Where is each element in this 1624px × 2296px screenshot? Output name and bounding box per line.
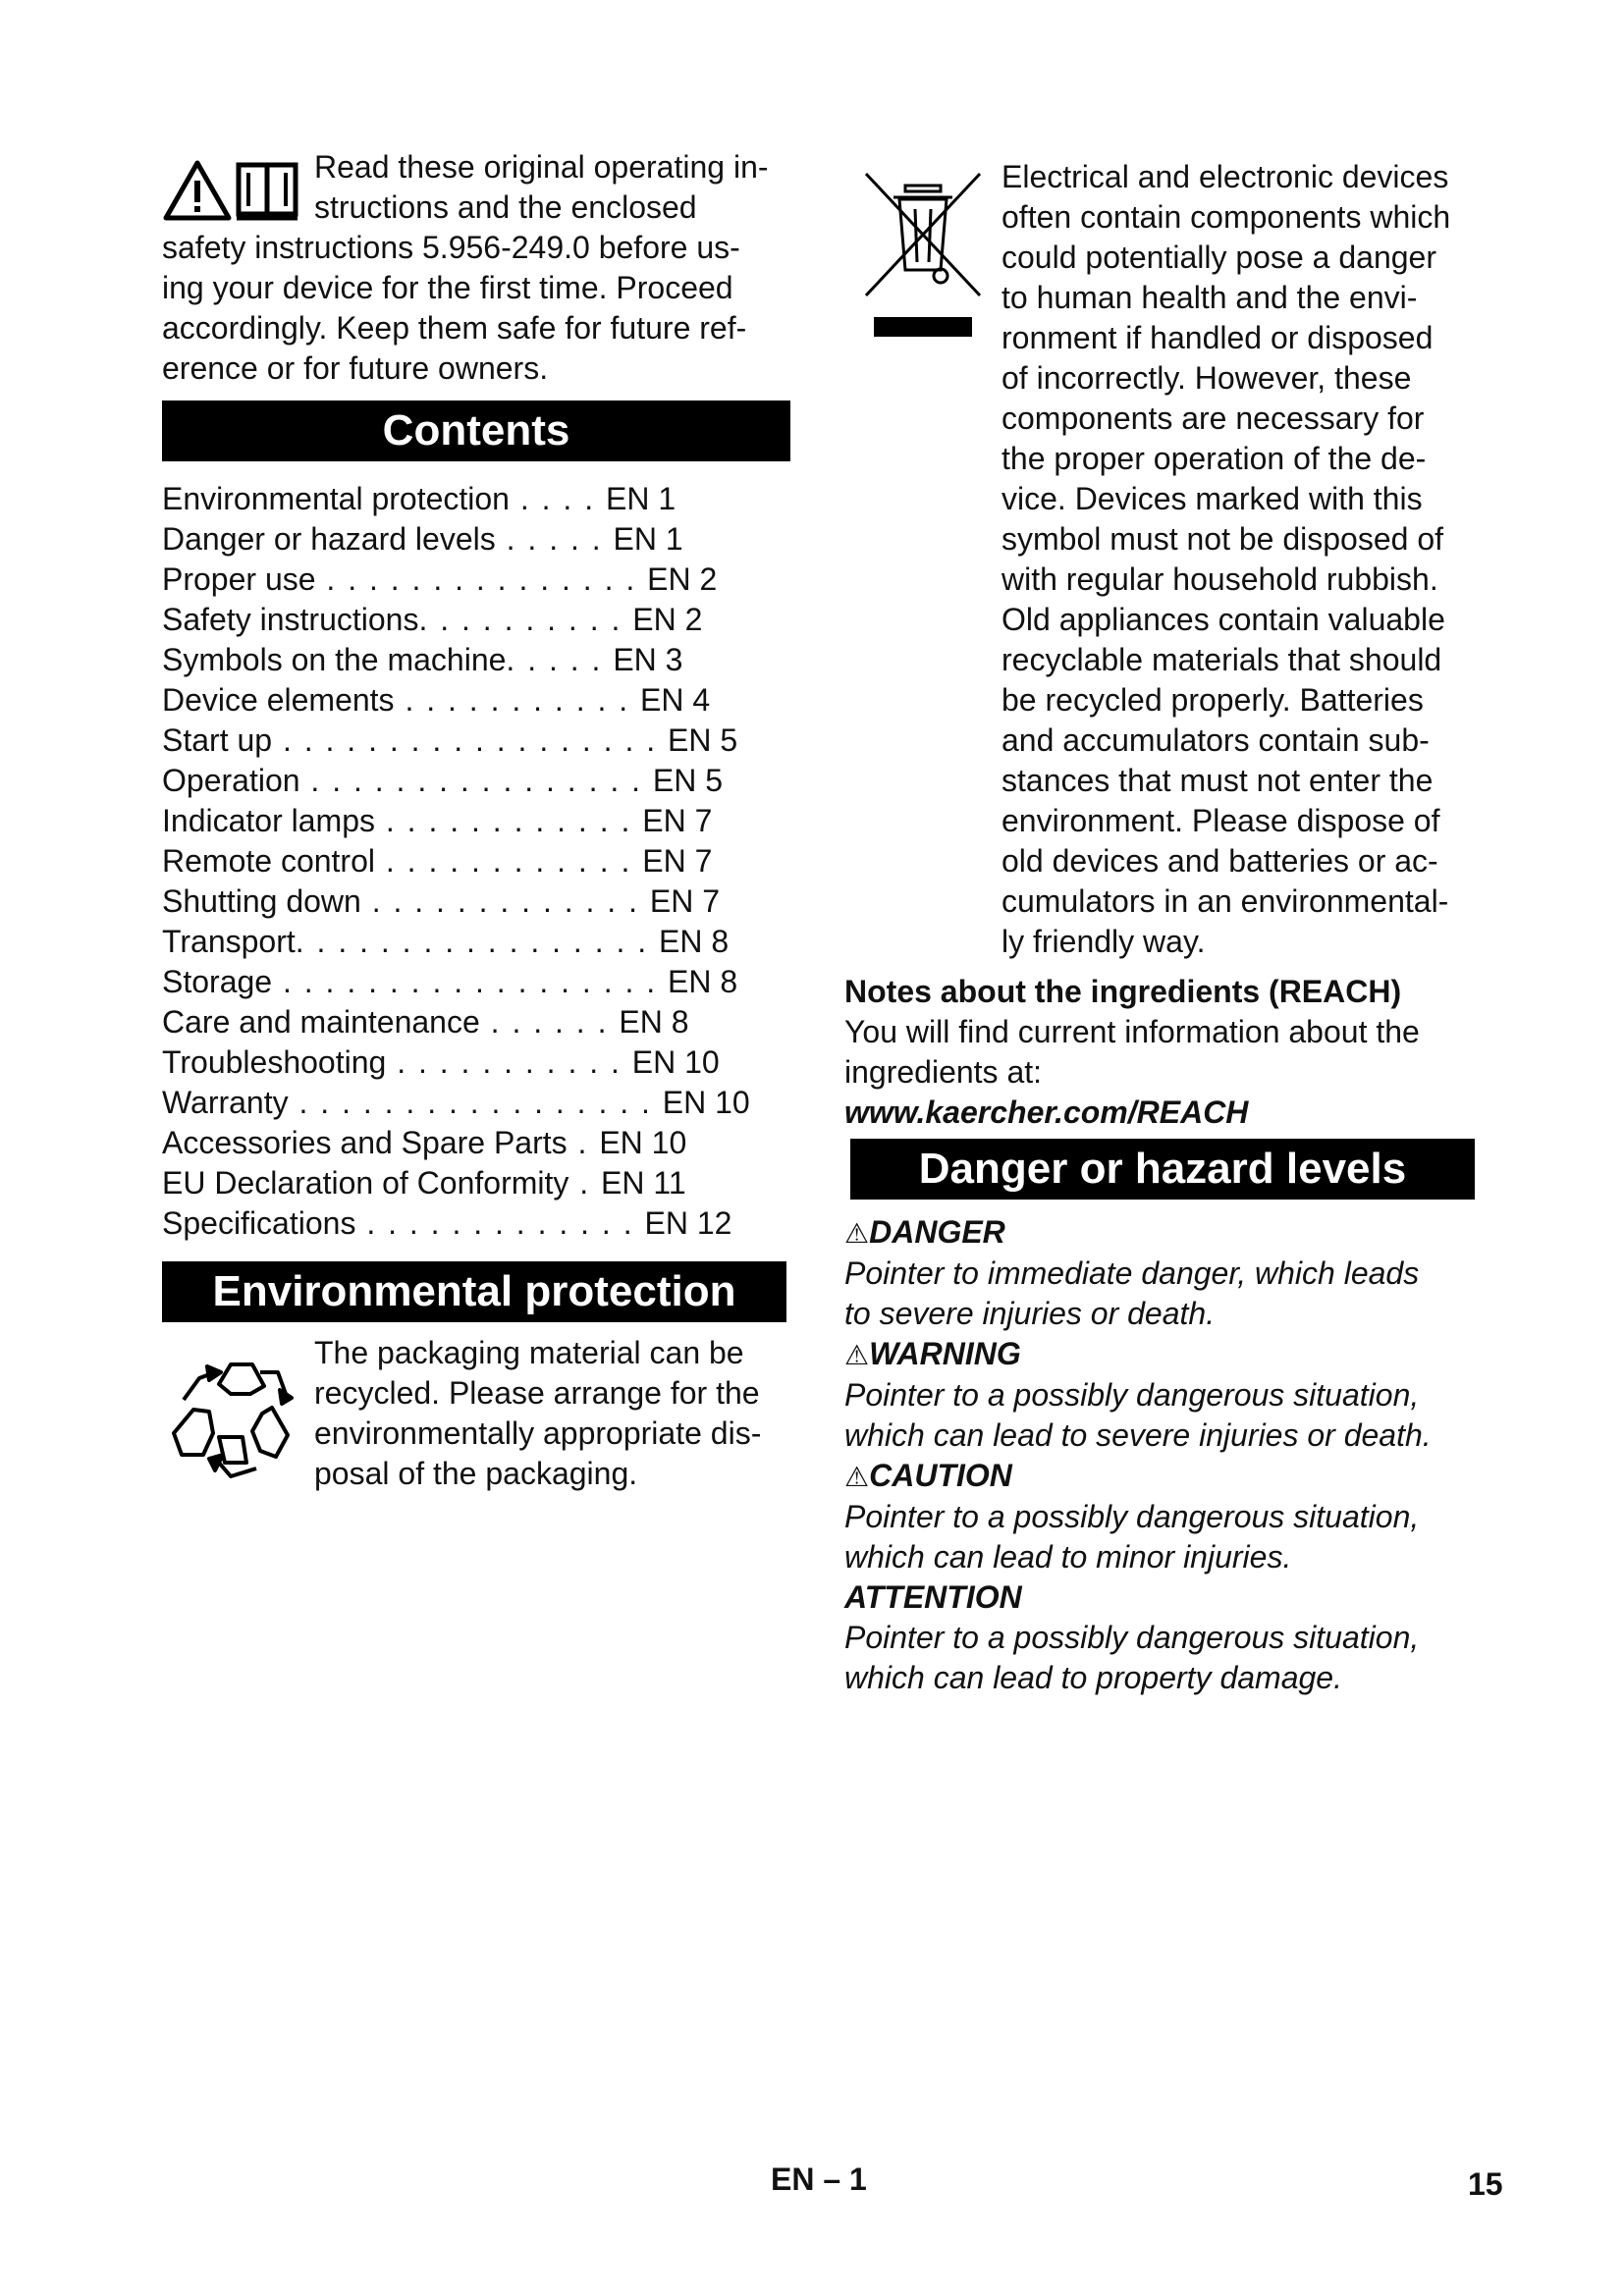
warning-triangle-icon xyxy=(166,163,229,218)
toc-leader: . . . . . . . . . . . . xyxy=(374,843,643,879)
toc-entry[interactable] xyxy=(162,922,790,962)
reach-line: ingredients at: xyxy=(844,1054,1043,1090)
reach-line: You will find current information about the xyxy=(844,1014,1420,1049)
toc-title: Shutting down xyxy=(162,883,361,919)
weee-line: ronment if handled or disposed xyxy=(1001,320,1434,355)
warning-triangle-icon: ⚠ xyxy=(844,1217,870,1250)
intro-line: Read these original operating in- xyxy=(314,149,769,185)
caution-label xyxy=(844,1456,1483,1497)
toc-page: EN 7 xyxy=(642,843,713,879)
weee-line: cumulators in an environmental- xyxy=(1001,883,1449,919)
attention-description: which can lead to property damage. xyxy=(844,1660,1342,1695)
toc-page: EN 3 xyxy=(613,642,683,677)
environmental-block xyxy=(162,1333,790,1494)
toc-title: Remote control xyxy=(162,843,375,879)
reach-heading: Notes about the ingredients (REACH) xyxy=(844,974,1402,1009)
toc-title: Warranty xyxy=(162,1085,289,1120)
weee-line: Old appliances contain valuable xyxy=(1001,602,1445,637)
environmental-line: The packaging material can be xyxy=(314,1335,744,1370)
weee-line: environment. Please dispose of xyxy=(1001,803,1440,838)
toc-page: EN 8 xyxy=(668,964,738,999)
weee-line: Electrical and electronic devices xyxy=(1001,159,1449,194)
toc-leader: . . . . . . . . . . . . . . . . . . xyxy=(272,964,669,999)
toc-leader: . . . . . xyxy=(506,642,614,677)
contents-list xyxy=(162,479,790,1244)
intro-line: structions and the enclosed xyxy=(314,189,697,225)
weee-line: the proper operation of the de- xyxy=(1001,441,1427,476)
reach-block xyxy=(844,972,1483,1133)
environmental-line: posal of the packaging. xyxy=(314,1456,638,1491)
intro-line: ing your device for the first time. Proceed xyxy=(162,270,733,305)
toc-title: Transport xyxy=(162,924,296,959)
toc-leader: . xyxy=(567,1125,600,1160)
toc-page: EN 1 xyxy=(605,481,677,516)
toc-title: Care and maintenance xyxy=(162,1004,480,1040)
toc-entry[interactable] xyxy=(162,1123,790,1163)
toc-entry[interactable] xyxy=(162,680,790,721)
manual-book-icon xyxy=(237,165,298,218)
danger-description: to severe injuries or death. xyxy=(844,1296,1216,1331)
toc-entry[interactable] xyxy=(162,600,790,640)
toc-entry[interactable] xyxy=(162,801,790,841)
environmental-line: recycled. Please arrange for the xyxy=(314,1375,760,1411)
toc-entry[interactable] xyxy=(162,841,790,881)
danger-label xyxy=(844,1212,1483,1254)
toc-entry[interactable] xyxy=(162,1002,790,1042)
weee-line: be recycled properly. Batteries xyxy=(1001,682,1424,718)
environmental-heading: Environmental protection xyxy=(162,1261,786,1322)
weee-line: of incorrectly. However, these xyxy=(1001,360,1412,396)
danger-levels-heading: Danger or hazard levels xyxy=(850,1139,1475,1200)
intro-block xyxy=(162,147,790,389)
crossed-bin-icon xyxy=(864,172,982,339)
toc-title: Accessories and Spare Parts xyxy=(162,1125,568,1160)
weee-line: and accumulators contain sub- xyxy=(1001,722,1430,758)
warning-triangle-icon: ⚠ xyxy=(844,1339,870,1371)
toc-page: EN 11 xyxy=(601,1165,686,1201)
intro-line: accordingly. Keep them safe for future ref- xyxy=(162,310,747,346)
toc-title: Device elements xyxy=(162,682,395,718)
intro-line: erence or for future owners. xyxy=(162,350,549,386)
weee-line: ly friendly way. xyxy=(1001,924,1206,959)
toc-entry[interactable] xyxy=(162,1083,790,1123)
weee-line: with regular household rubbish. xyxy=(1001,561,1438,597)
toc-entry[interactable] xyxy=(162,519,790,560)
toc-page: EN 2 xyxy=(647,561,718,597)
weee-line: could potentially pose a danger xyxy=(1001,240,1436,275)
toc-page: EN 7 xyxy=(649,883,720,919)
toc-leader: . . . . . . . . . . . . . . . . . xyxy=(288,1085,663,1120)
toc-title: Safety instructions xyxy=(162,602,419,637)
toc-leader: . . . . . . . . . . xyxy=(418,602,633,637)
toc-page: EN 8 xyxy=(659,924,730,959)
weee-line: components are necessary for xyxy=(1001,400,1425,436)
toc-entry[interactable] xyxy=(162,560,790,600)
toc-title: Symbols on the machine xyxy=(162,642,507,677)
weee-block xyxy=(844,157,1483,962)
toc-entry[interactable] xyxy=(162,640,790,680)
toc-entry[interactable] xyxy=(162,761,790,801)
toc-page: EN 10 xyxy=(631,1044,720,1080)
weee-line: old devices and batteries or ac- xyxy=(1001,843,1438,879)
toc-page: EN 4 xyxy=(640,682,711,718)
danger-label-text: DANGER xyxy=(869,1214,1005,1250)
toc-title: Operation xyxy=(162,763,300,798)
environmental-line: environmentally appropriate dis- xyxy=(314,1415,762,1451)
toc-page: EN 5 xyxy=(668,722,738,758)
toc-title: Specifications xyxy=(162,1205,356,1241)
toc-leader: . . . . . . . . . . . . . . . . xyxy=(299,763,653,798)
weee-line: often contain components which xyxy=(1001,199,1451,235)
toc-title: Storage xyxy=(162,964,273,999)
toc-leader: . . . . . . . . . . . . . . . . . . xyxy=(272,722,669,758)
toc-page: EN 8 xyxy=(619,1004,689,1040)
toc-page: EN 5 xyxy=(652,763,724,798)
attention-description: Pointer to a possibly dangerous situation, xyxy=(844,1620,1420,1655)
danger-levels-block xyxy=(844,1212,1483,1698)
toc-leader: . . . . . . . . . . . . . xyxy=(355,1205,645,1241)
toc-title: Start up xyxy=(162,722,273,758)
toc-entry[interactable] xyxy=(162,721,790,761)
caution-label-text: CAUTION xyxy=(869,1458,1012,1493)
warning-description: which can lead to severe injuries or death. xyxy=(844,1417,1432,1453)
toc-page: EN 10 xyxy=(662,1085,750,1120)
warning-triangle-icon: ⚠ xyxy=(844,1461,870,1493)
danger-description: Pointer to immediate danger, which leads xyxy=(844,1255,1420,1291)
toc-title: Danger or hazard levels xyxy=(162,521,496,557)
toc-page: EN 7 xyxy=(642,803,713,838)
footer-page-number: 15 xyxy=(1468,2166,1503,2202)
weee-line: to human health and the envi- xyxy=(1001,280,1418,315)
footer-section-label: EN – 1 xyxy=(771,2162,867,2197)
toc-entry[interactable] xyxy=(162,1042,790,1083)
warning-description: Pointer to a possibly dangerous situation, xyxy=(844,1377,1420,1413)
caution-description: Pointer to a possibly dangerous situation, xyxy=(844,1499,1420,1534)
intro-line: safety instructions 5.956-249.0 before us- xyxy=(162,230,740,265)
recycle-icon xyxy=(162,1353,299,1490)
warning-and-manual-icons xyxy=(162,155,299,224)
toc-leader: . . . . . . . . . . . . . . . . . xyxy=(295,924,660,959)
toc-leader: . . . . xyxy=(509,481,606,516)
weee-line: symbol must not be disposed of xyxy=(1001,521,1444,557)
toc-leader: . . . . . . . . . . . xyxy=(386,1044,632,1080)
warning-label-text: WARNING xyxy=(869,1336,1021,1371)
toc-leader: . . . . . . . . . . . . . . . xyxy=(315,561,648,597)
toc-page: EN 12 xyxy=(644,1205,732,1241)
attention-label: ATTENTION xyxy=(844,1579,1022,1615)
toc-entry[interactable] xyxy=(162,479,790,519)
toc-entry[interactable] xyxy=(162,962,790,1002)
toc-leader: . . . . . . . . . . . . . xyxy=(360,883,650,919)
toc-page: EN 2 xyxy=(632,602,703,637)
weee-line: vice. Devices marked with this xyxy=(1001,481,1423,516)
toc-leader: . . . . . . xyxy=(479,1004,620,1040)
warning-label xyxy=(844,1334,1483,1375)
toc-title: Troubleshooting xyxy=(162,1044,387,1080)
weee-line: recyclable materials that should xyxy=(1001,642,1442,677)
toc-page: EN 1 xyxy=(613,521,683,557)
toc-title: Proper use xyxy=(162,561,316,597)
toc-title: EU Declaration of Conformity xyxy=(162,1165,569,1201)
toc-entry[interactable] xyxy=(162,881,790,922)
toc-title: Indicator lamps xyxy=(162,803,375,838)
reach-link[interactable]: www.kaercher.com/REACH xyxy=(844,1095,1249,1130)
toc-page: EN 10 xyxy=(599,1125,687,1160)
toc-leader: . xyxy=(568,1165,602,1201)
toc-entry[interactable] xyxy=(162,1163,790,1203)
toc-title: Environmental protection xyxy=(162,481,510,516)
toc-leader: . . . . . xyxy=(495,521,614,557)
toc-leader: . . . . . . . . . . . . xyxy=(374,803,643,838)
toc-entry[interactable] xyxy=(162,1203,790,1244)
toc-leader: . . . . . . . . . . . xyxy=(394,682,641,718)
contents-heading: Contents xyxy=(162,400,790,461)
caution-description: which can lead to minor injuries. xyxy=(844,1539,1292,1575)
weee-line: stances that must not enter the xyxy=(1001,763,1434,798)
